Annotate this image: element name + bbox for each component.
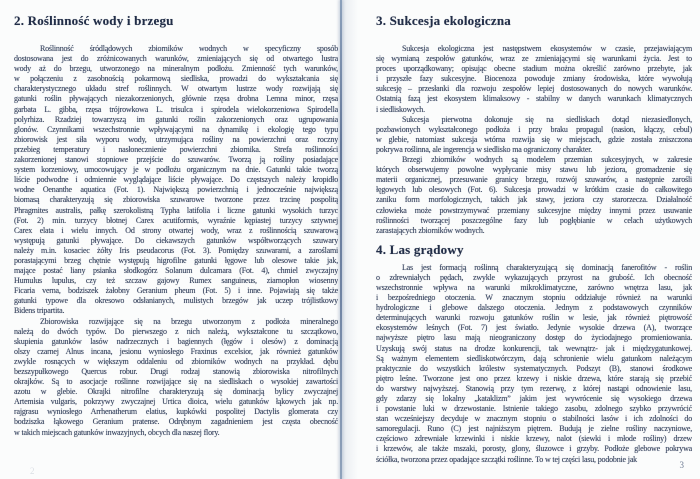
text-line: Artemisia vulgaris, pokrzywy zwyczajnej Urtica dioica, wielu gatunków łąkowych jak np. <box>14 397 338 407</box>
page-number: 3 <box>679 460 684 470</box>
text-line: przebieg temperatury i nasłonecznienie powierzchni zbiornika. Strefa roślinności <box>14 144 338 154</box>
paragraph <box>376 263 692 465</box>
paragraph <box>14 44 338 317</box>
text-line: piętro leśne. Tworzone jest ono przez krzewy i niskie drzewa, które starają się przebić <box>376 373 692 383</box>
text-line: człowieka może powstrzymywać przemiany sukcesyjne między innymi przez usuwanie <box>376 205 692 215</box>
section-heading: 4. Las grądowy <box>376 241 464 257</box>
text-line: polyrhiza. Rzadziej towarzyszą im gatunki roślin zakorzenionych oraz ugrupowania <box>14 114 338 124</box>
text-line: Las jest formacją roślinną charakteryzującą się dominacją fanerofitów - roślin <box>402 262 692 272</box>
text-line: (Fot. 2) min. turzycy błotnej Carex acutiformis, wyraźnie kępiastej turzycy sztywnej <box>14 215 338 225</box>
section-succession <box>376 12 692 236</box>
text-line: i powstanie luki w drzewostanie. Istnienie takiego zasobu, zdolnego szybko przywrócić <box>376 404 692 414</box>
text-line: praktycznie do wszystkich królestw systematycznych. Podszyt (B), stanowi środkowe <box>376 363 692 373</box>
paragraph <box>376 44 692 115</box>
page-right <box>355 0 700 479</box>
text-line: i bezpośredniego otoczenia. W znacznym stopniu oddziałuje również na warunki <box>376 293 692 303</box>
paragraph <box>376 115 692 155</box>
text-line: wody aż do brzegu, utworzonego na mineralnym podłożu. Zmienność tych warunków, <box>14 64 338 74</box>
text-line: Ficaria verna, bodziszek żałobny Geranium pheum (Fot. 5) i inne. Pojawiają się także <box>14 286 338 296</box>
text-line: do warstwy najwyższej. Stanowią przy tym rezerwę, z której nastąpi odnowienie lasu, <box>376 383 692 393</box>
paragraph <box>376 155 692 236</box>
text-line: najwyższe piętro lasu mają nieograniczony dostęp do życiodajnego promieniowania. <box>376 333 692 343</box>
text-line: proces uporządkowany; opisując obecne stadium można określić zarówno przebyte, jak <box>376 64 692 74</box>
text-line: których obserwujemy powolne wypłycanie misy stawu lub jeziora, gromadzenie się <box>376 165 692 175</box>
text-line: gdy zdarzy się lokalny „kataklizm” jakim jest wywrócenie się wysokiego drzewa <box>376 394 692 403</box>
text-line: pozbawionych wykształconego podłoża i przy braku propagul (nasion, kłączy, cebul) <box>376 124 692 134</box>
text-line: zakorzenionej stanowi stopniowe przejście do szuwarów. Tworzą ją rośliny posiadające <box>14 155 338 165</box>
text-line: łęgowych lub olesowych (Fot. 6). Sukcesja prowadzi w krótkim czasie do całkowitego <box>376 185 692 195</box>
text-line: należą do dwóch typów. Do pierwszego z nich należą, wykształcone tu szczątkowo, <box>14 326 338 336</box>
section-body <box>376 44 692 236</box>
text-line: zarastających zbiorników wodnych. <box>376 225 485 235</box>
text-line: Zbiorowiska rozwijające się na brzegu utworzonym z podłoża mineralnego <box>40 316 338 326</box>
text-line: liście podwodne i odmiennie wyglądające liście pływające. Do częstszych należy kropidło <box>14 175 338 185</box>
section-vegetation <box>14 12 338 438</box>
text-line: skupienia gatunków lasów nadrzecznych i bagiennych (łęgów i olesów) z dominacją <box>14 336 338 346</box>
text-line: się wymianą zespołów gatunków, wraz ze zmieniającymi się warunkami życia. Jest to <box>376 54 692 64</box>
text-line: Uzyskują swój status na drodze konkurencji, tak wewnątrz- jak i międzygatunkowej. <box>376 343 692 353</box>
text-line: dostosowana jest do zróżnicowanych warunków, zmieniających się od otwartego lustra <box>14 54 338 64</box>
text-line: pokrywa roślinna, ale ingerencja w siedlisko ma ograniczony charakter. <box>376 144 593 154</box>
text-line: ekosystemów leśnych (Fot. 7) jest światło. Jedynie wysokie drzewa (A), tworzące <box>376 323 692 333</box>
page-number: 2 <box>30 466 35 476</box>
text-line: w glebie, natomiast sukcesja wtórna rozwija się w miejscach, gdzie została zniszczona <box>376 134 692 144</box>
text-line: hydrologiczne i glebowe dalszego otoczenia. Jednym z podstawowych czynników <box>376 303 692 313</box>
text-line: w połączeniu z zasobnością pokarmową siedliska, prowadzi do wykształcania się <box>14 74 338 84</box>
text-line: Sukcesja ekologiczna jest następstwem ekosystemów w czasie, przejawiającym <box>402 44 692 53</box>
section-body <box>376 263 692 465</box>
text-line: biomasą charakteryzują się zbiorowiska szuwarowe tworzone przez trzcinę pospolitą <box>14 195 338 205</box>
text-line: w takich miejscach gatunków inwazyjnych, obcych dla naszej flory. <box>14 427 220 437</box>
text-line: Są ważnym elementem siedliskotwórczym, dają schronienie wielu gatunkom należącym <box>376 353 692 363</box>
text-line: mające postać liany psianka słodkogórz Solanum dulcamara (Fot. 4), chmiel zwyczajny <box>14 266 338 276</box>
text-line: bodziszka łąkowego Geranium pratense. Odrębnym zagadnieniem jest częsta obecność <box>14 417 338 427</box>
page-left <box>0 0 341 479</box>
text-line: gatunki roślin pływających niezakorzenionych, głównie rzęsa drobna Lemna minor, rzęsa <box>14 94 338 104</box>
text-line: występują gatunki pływające. Do ciekawszych gatunków współtworzących szuwary <box>14 235 338 245</box>
text-line: gatunki typowe dla okresowo odsłanianych, mulistych brzegów jak uczep trójlistkowy <box>14 296 338 306</box>
text-line: i siedliskowych. <box>376 104 425 114</box>
text-line: Sukcesja pierwotna dokonuje się na siedliskach dotąd niezasiedlonych, <box>402 114 692 124</box>
text-line: Phragmites australis, pałkę szerokolistną Typha latifolia i liczne gatunki wysokich turzyc <box>14 205 338 215</box>
text-line: wodne Oenanthe aquatica (Fot. 1). Największą powierzchnią i jednocześnie największą <box>14 185 338 195</box>
text-line: Brzegi zbiorników wodnych są modelem przemian sukcesyjnych, w zakresie <box>402 155 692 165</box>
text-line: Ostatnią fazą jest ekosystem klimaksowy - stabilny w danych warunkach klimatycznych <box>376 94 692 104</box>
text-line: należy m.in. kosaciec żółty Iris pseudacorus (Fot. 3). Pomiędzy szuwarami, a zaroślami <box>14 245 338 255</box>
text-line: Bidens tripartita. <box>14 306 65 316</box>
text-line: Carex elata i wielu innych. Od strony otwartej wody, wraz z roślinnością szuwarową <box>14 225 338 235</box>
section-heading: 3. Sukcesja ekologiczna <box>376 13 511 28</box>
text-line: determinujących warunki rozwoju gatunków roślin w lesie, jak również piętrowość <box>376 313 692 323</box>
text-line: glonów. Czynnikami wszechstronnie wpływającymi na dynamikę i ekologię tego typu <box>14 124 338 134</box>
text-line: Roślinność śródlądowych zbiorników wodnych w specyficzny sposób <box>40 44 338 53</box>
text-line: i krzewów, ale także mszaki, porosty, glony, śluzowce i grzyby. Podłoże glebowe pokrywa <box>376 444 692 454</box>
section-heading: 2. Roślinność wody i brzegu <box>14 13 174 28</box>
text-line: bezszypułkowego Quercus robur. Drugi rodzaj stanowią zbiorowiska nitrofilnych <box>14 367 338 376</box>
text-line: i przyszłe fazy sukcesyjne. Biocenoza powoduje zmiany środowiska, które wywołują <box>376 74 692 84</box>
section-forest <box>376 241 692 465</box>
text-line: zwykle rosnących w większym oddaleniu od zbiorników wodnych na przykład. dębu <box>14 356 338 366</box>
text-line: ściółka, tworzona przez opadające szczątki roślinne. To w tej części lasu, podobnie jak <box>376 454 637 464</box>
text-line: stan wcześniejszy decyduje w znacznym stopniu o stabilności lasów i ich zdolności do <box>376 414 692 424</box>
text-line: samoregulacji. Runo (C) jest najniższym piętrem. Budują je zielne rośliny naczyniowe, <box>376 424 692 434</box>
paragraph <box>14 317 338 438</box>
text-line: okrajków. Są to asocjacje roślinne rozwijające się na siedliskach o wysokiej zawartości <box>14 377 338 387</box>
text-line: o zdrewniałych pędach, zwykle wykazujących przyrost na grubość. Ich obecność <box>376 272 692 282</box>
text-line: olszy czarnej Alnus incana, jesionu wyniosłego Fraxinus excelsior, jak również gatunków <box>14 346 338 356</box>
text-line: częściowo zdrewniałe krzewinki i niskie krzewy, nalot (siewki i młode rośliny) drzew <box>376 434 692 444</box>
text-line: roślinności tworzącej poszczególne fazy lub pogłębianie w celach użytkowych <box>376 215 692 225</box>
text-line: porastającymi brzeg chętnie występują higrofilne gatunki łęgowe lub olesowe takie jak, <box>14 255 338 265</box>
text-line: wszechstronnie wpływa na warunki mikroklimatyczne, zarówno wnętrza lasu, jak <box>376 282 692 292</box>
text-line: garbata L. gibba, rzęsa trójrowkowa L. trisulca i spirodela wielokorzeniowa Spirodella <box>14 104 338 114</box>
text-line: system korzeniowy, umocowujący je w podłożu organicznym na dnie. Gatunki takie tworzą <box>14 165 338 175</box>
text-line: sukcesję – przesłanki dla rozwoju zespołów lepiej dostosowanych do nowych warunków. <box>376 84 692 94</box>
text-line: Humulus lupulus, czy też szczaw gajowy Rumex sanguineus, ziarnopłon wiosenny <box>14 276 338 286</box>
text-line: azotu w glebie. Okrajki nitrofilne charakteryzują się dominacją bylicy zwyczajnej <box>14 387 338 397</box>
text-line: charakterystycznego układu stref roślinnych. W otwartym lustrze wody rozwijają się <box>14 84 338 94</box>
text-line: zaniku form morfologicznych, takich jak stawy, jeziora czy starorzecza. Działalność <box>376 195 692 205</box>
text-line: rajgrasu wyniosłego Arrhenatherum elatius, kupkówki pospolitej Dactylis glomerata czy <box>14 407 338 417</box>
text-line: materii organicznej, przesuwanie granicy brzegu, rozwój szuwarów, a następnie zarośli <box>376 175 692 185</box>
text-line: zbiorowisk jest siła wyporu wody, utrzymująca rośliny na powierzchni oraz roczny <box>14 134 338 144</box>
section-body <box>14 44 338 438</box>
